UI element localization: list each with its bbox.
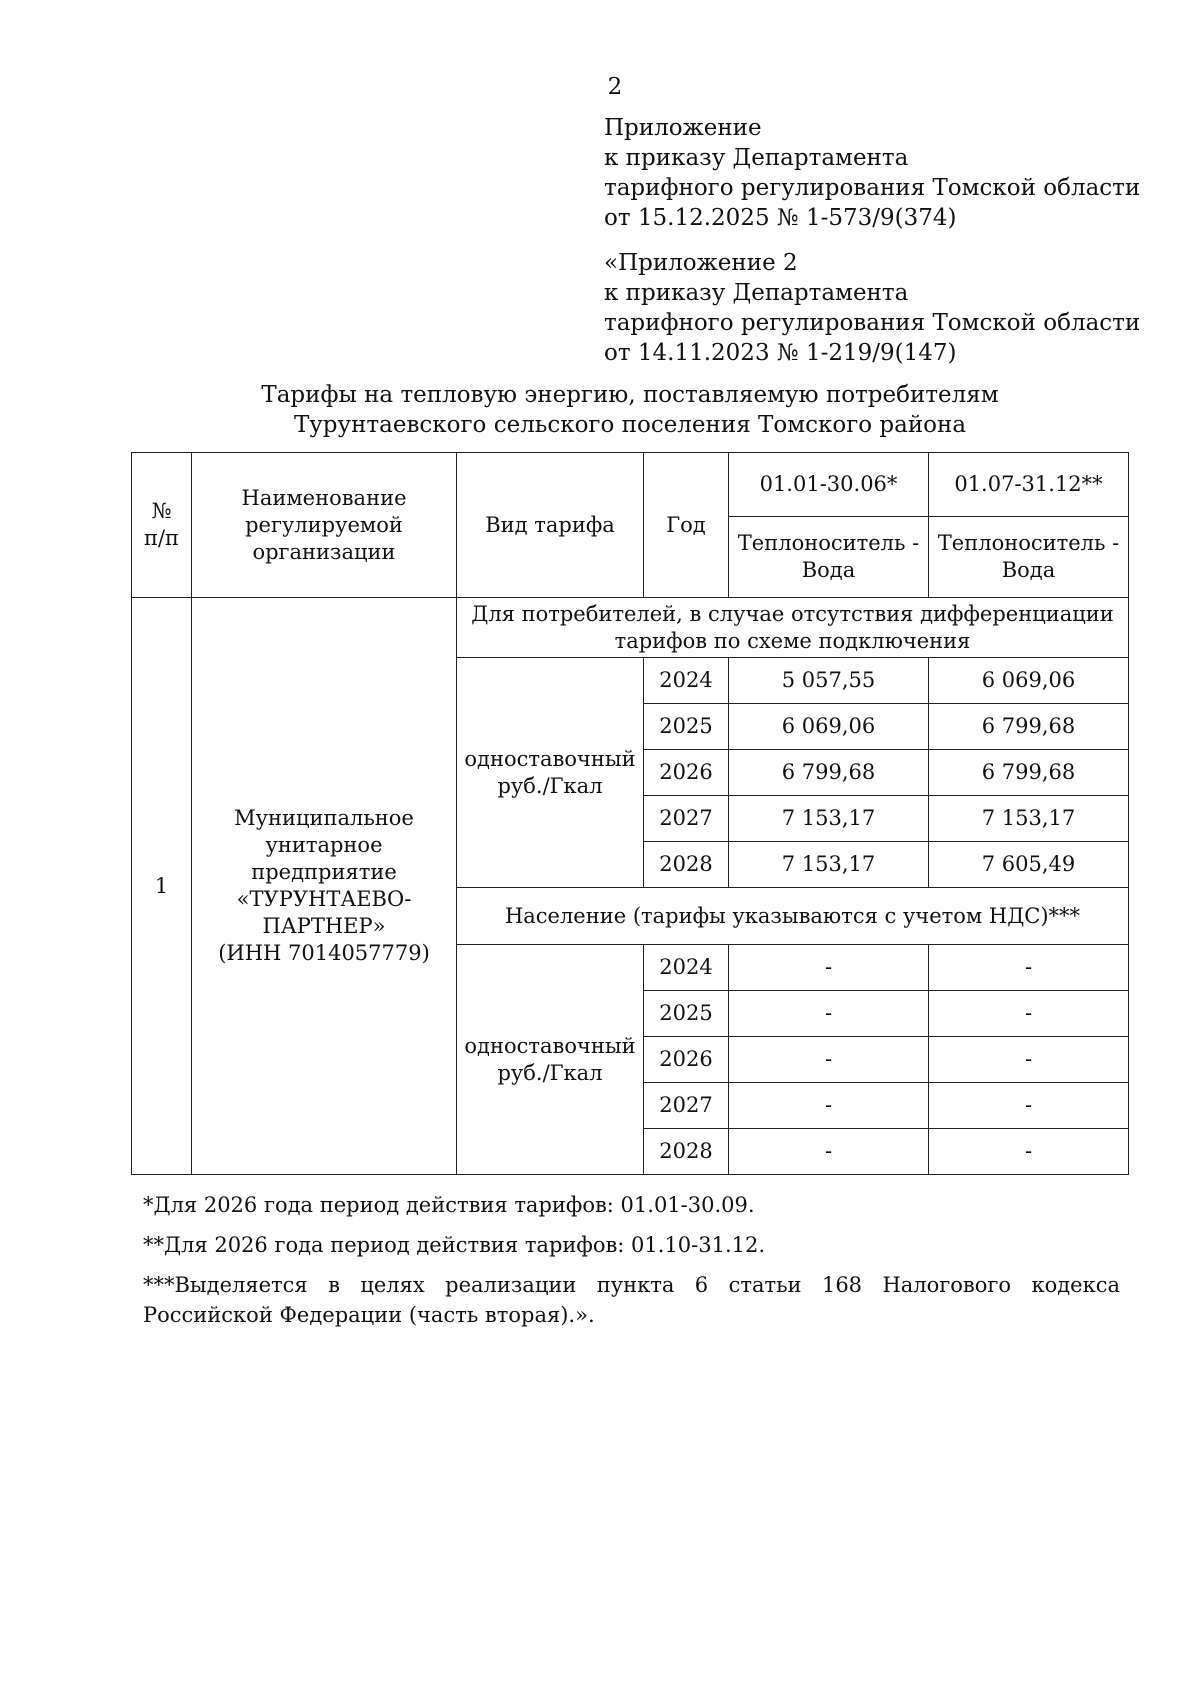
value-cell: -: [929, 1037, 1129, 1083]
organization-line: Муниципальное: [234, 806, 414, 830]
header-text: Теплоноситель -: [937, 531, 1120, 555]
appendix-line: к приказу Департамента: [604, 145, 909, 171]
value-cell: -: [929, 991, 1129, 1037]
value-cell: 7 153,17: [729, 842, 929, 888]
year-cell: 2028: [644, 842, 729, 888]
organization-line: предприятие: [251, 860, 397, 884]
tariff-type-line: одноставочный: [464, 746, 636, 771]
section-heading: Население (тарифы указываются с учетом НДС)***: [457, 888, 1129, 945]
tariff-type-cell: [457, 658, 644, 888]
organization-line: ПАРТНЕР»: [262, 914, 386, 938]
year-cell: 2024: [644, 945, 729, 991]
value-cell: 5 057,55: [729, 658, 929, 704]
appendix-line: «Приложение 2: [604, 250, 798, 276]
organization-cell: [192, 598, 457, 1175]
value-cell: -: [729, 945, 929, 991]
appendix-line: к приказу Департамента: [604, 280, 909, 306]
year-cell: 2025: [644, 991, 729, 1037]
header-organization: [192, 453, 457, 598]
year-cell: 2026: [644, 1037, 729, 1083]
footnote-2: **Для 2026 года период действия тарифов: 01.10-31.12.: [143, 1233, 766, 1257]
header-text: Наименование: [241, 485, 407, 510]
title-line: Турунтаевского сельского поселения Томского района: [293, 412, 967, 438]
header-number: [132, 453, 192, 598]
header-carrier-1: [729, 517, 929, 598]
value-cell: 7 153,17: [729, 796, 929, 842]
header-text: регулируемой: [245, 512, 403, 537]
organization-line: (ИНН 7014057779): [218, 941, 430, 965]
value-cell: 6 069,06: [729, 704, 929, 750]
year-cell: 2028: [644, 1129, 729, 1175]
value-cell: 7 605,49: [929, 842, 1129, 888]
appendix-line: от 15.12.2025 № 1-573/9(374): [604, 205, 957, 231]
year-cell: 2027: [644, 1083, 729, 1129]
value-cell: 6 799,68: [929, 704, 1129, 750]
footnote-3: ***Выделяется в целях реализации пункта 6 статьи 168 Налогового кодекса Российской Федерации (часть вторая).».: [143, 1273, 1120, 1327]
header-text: Вода: [801, 558, 856, 582]
year-cell: 2027: [644, 796, 729, 842]
header-text: Теплоноситель -: [737, 531, 920, 555]
value-cell: -: [729, 1083, 929, 1129]
value-cell: -: [929, 1083, 1129, 1129]
footnote-1: *Для 2026 года период действия тарифов: 01.01-30.09.: [143, 1193, 755, 1217]
amended-appendix-header: [604, 248, 1164, 368]
year-cell: 2026: [644, 750, 729, 796]
header-text: Вода: [1001, 558, 1056, 582]
organization-line: унитарное: [265, 833, 383, 857]
header-text: п/п: [143, 526, 180, 550]
appendix-line: тарифного регулирования Томской области: [604, 175, 1141, 201]
organization-line: «ТУРУНТАЕВО-: [236, 887, 412, 911]
tariff-type-cell: [457, 945, 644, 1175]
appendix-line: Приложение: [604, 115, 762, 141]
value-cell: 6 799,68: [729, 750, 929, 796]
value-cell: -: [929, 1129, 1129, 1175]
header-year: Год: [644, 453, 729, 598]
title-line: Тарифы на тепловую энергию, поставляемую потребителям: [261, 382, 999, 408]
header-period-1: 01.01-30.06*: [729, 453, 929, 517]
tariff-type-line: руб./Гкал: [497, 1060, 603, 1085]
appendix-header: [604, 113, 1164, 233]
page-number: 2: [607, 74, 623, 100]
tariff-type-line: руб./Гкал: [497, 773, 603, 798]
value-cell: -: [729, 991, 929, 1037]
value-cell: -: [729, 1037, 929, 1083]
value-cell: 6 069,06: [929, 658, 1129, 704]
value-cell: 7 153,17: [929, 796, 1129, 842]
section-heading-line: тарифов по схеме подключения: [614, 628, 971, 653]
section-heading: [457, 598, 1129, 658]
year-cell: 2025: [644, 704, 729, 750]
header-text: организации: [252, 539, 396, 564]
value-cell: 6 799,68: [929, 750, 1129, 796]
header-tariff-type: Вид тарифа: [457, 453, 644, 598]
value-cell: -: [929, 945, 1129, 991]
value-cell: -: [729, 1129, 929, 1175]
appendix-line: тарифного регулирования Томской области: [604, 310, 1141, 336]
document-title: [130, 380, 1130, 440]
header-carrier-2: [929, 517, 1129, 598]
section-heading-line: Для потребителей, в случае отсутствия дифференциации: [471, 601, 1114, 626]
header-period-2: 01.07-31.12**: [929, 453, 1129, 517]
appendix-line: от 14.11.2023 № 1-219/9(147): [604, 340, 957, 366]
year-cell: 2024: [644, 658, 729, 704]
row-number-cell: 1: [132, 598, 192, 1175]
tariff-type-line: одноставочный: [464, 1033, 636, 1058]
tariff-table: [131, 452, 1129, 1175]
footnotes: [143, 1190, 1120, 1340]
header-text: №: [151, 499, 172, 523]
